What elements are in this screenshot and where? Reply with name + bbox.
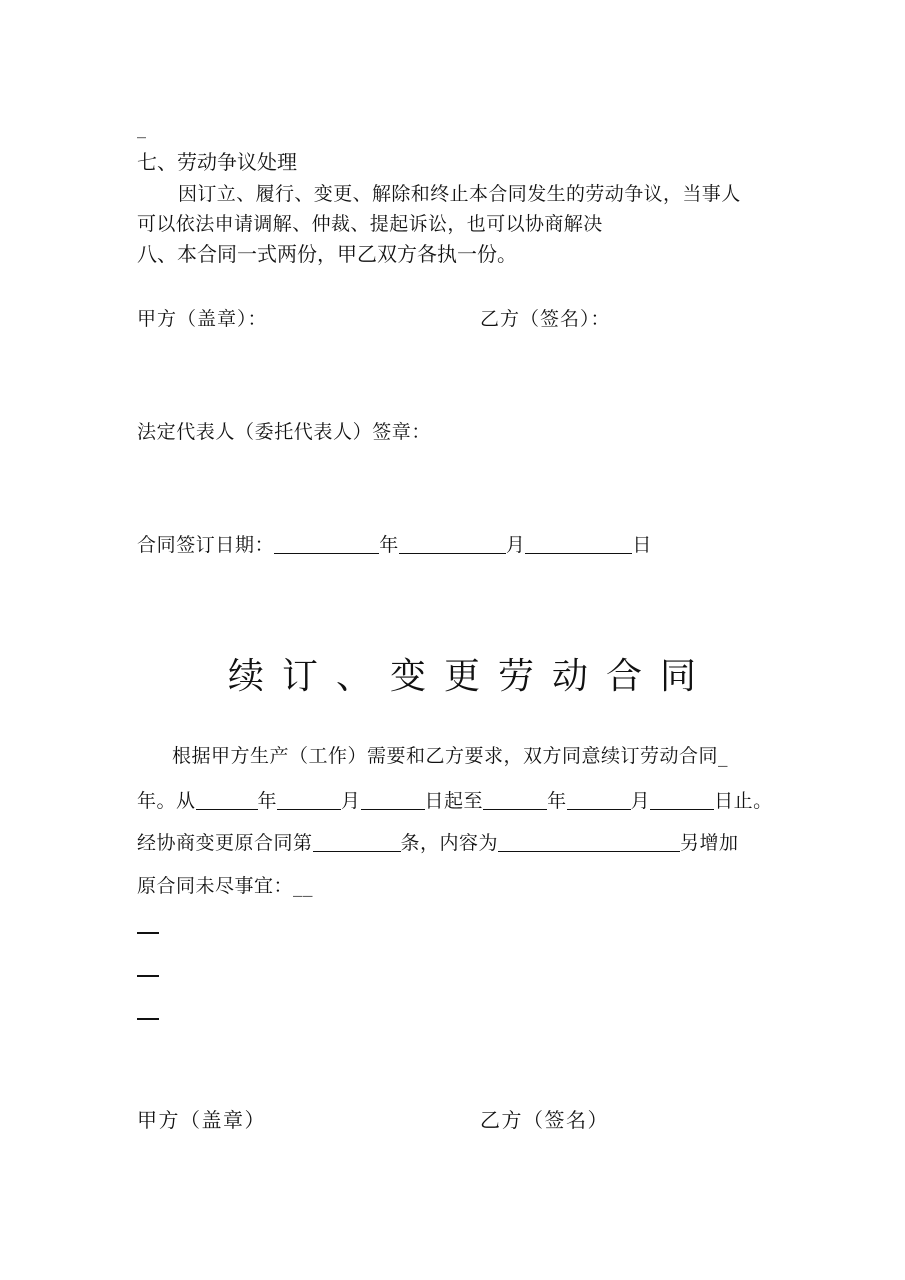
amend-content-label: 条，内容为 [400, 832, 499, 854]
end-month-unit: 月 [630, 790, 651, 812]
month-blank[interactable] [399, 534, 506, 554]
section-7-line-1: 因订立、履行、变更、解除和终止本合同发生的劳动争议，当事人 [178, 183, 741, 205]
end-month-blank[interactable] [567, 790, 631, 810]
start-year-unit: 年 [257, 790, 278, 812]
renewal-title: 续订、变更劳动合同 [228, 656, 715, 697]
renewal-line-4: 原合同未尽事宜：__ [137, 875, 314, 897]
contract-sign-date-line [137, 530, 652, 557]
start-year-blank[interactable] [196, 790, 258, 810]
end-year-blank[interactable] [483, 790, 547, 810]
renewal-line-1: 根据甲方生产（工作）需要和乙方要求，双方同意续订劳动合同_ [172, 745, 729, 767]
end-day-unit: 日止。 [714, 790, 773, 812]
additional-label: 另增加 [680, 832, 739, 854]
day-unit: 日 [632, 534, 653, 556]
start-day-blank[interactable] [361, 790, 425, 810]
day-blank[interactable] [525, 534, 632, 554]
start-month-blank[interactable] [277, 790, 341, 810]
renewal-line-3 [137, 828, 739, 855]
legal-representative-label: 法定代表人（委托代表人）签章： [137, 421, 432, 443]
end-year-unit: 年 [547, 790, 567, 812]
sign-date-label: 合同签订日期： [137, 534, 275, 556]
start-month-unit: 月 [341, 790, 361, 812]
renewal-party-a-seal-label: 甲方（盖章） [137, 1108, 266, 1132]
year-blank[interactable] [274, 534, 379, 554]
extra-blank-line-1[interactable] [137, 932, 159, 934]
amend-clause-prefix: 经协商变更原合同第 [137, 832, 313, 854]
amend-content-blank[interactable] [498, 832, 680, 852]
section-7-line-2: 可以依法申请调解、仲裁、提起诉讼，也可以协商解决 [137, 213, 603, 235]
renewal-years-unit: 年。从 [137, 790, 196, 812]
top-mark: _ [137, 118, 146, 139]
start-day-unit: 日起至 [424, 790, 484, 812]
extra-blank-line-3[interactable] [137, 1018, 159, 1020]
party-a-seal-label: 甲方（盖章）： [137, 308, 268, 330]
section-7-heading: 七、劳动争议处理 [137, 150, 297, 174]
extra-blank-line-2[interactable] [137, 975, 159, 977]
year-unit: 年 [379, 534, 399, 556]
end-day-blank[interactable] [650, 790, 714, 810]
party-b-signature-label: 乙方（签名）： [480, 308, 611, 330]
clause-number-blank[interactable] [313, 832, 401, 852]
renewal-party-b-signature-label: 乙方（签名） [480, 1108, 609, 1132]
section-8-heading: 八、本合同一式两份，甲乙双方各执一份。 [137, 242, 517, 266]
month-unit: 月 [505, 534, 526, 556]
renewal-line-2 [137, 786, 773, 813]
